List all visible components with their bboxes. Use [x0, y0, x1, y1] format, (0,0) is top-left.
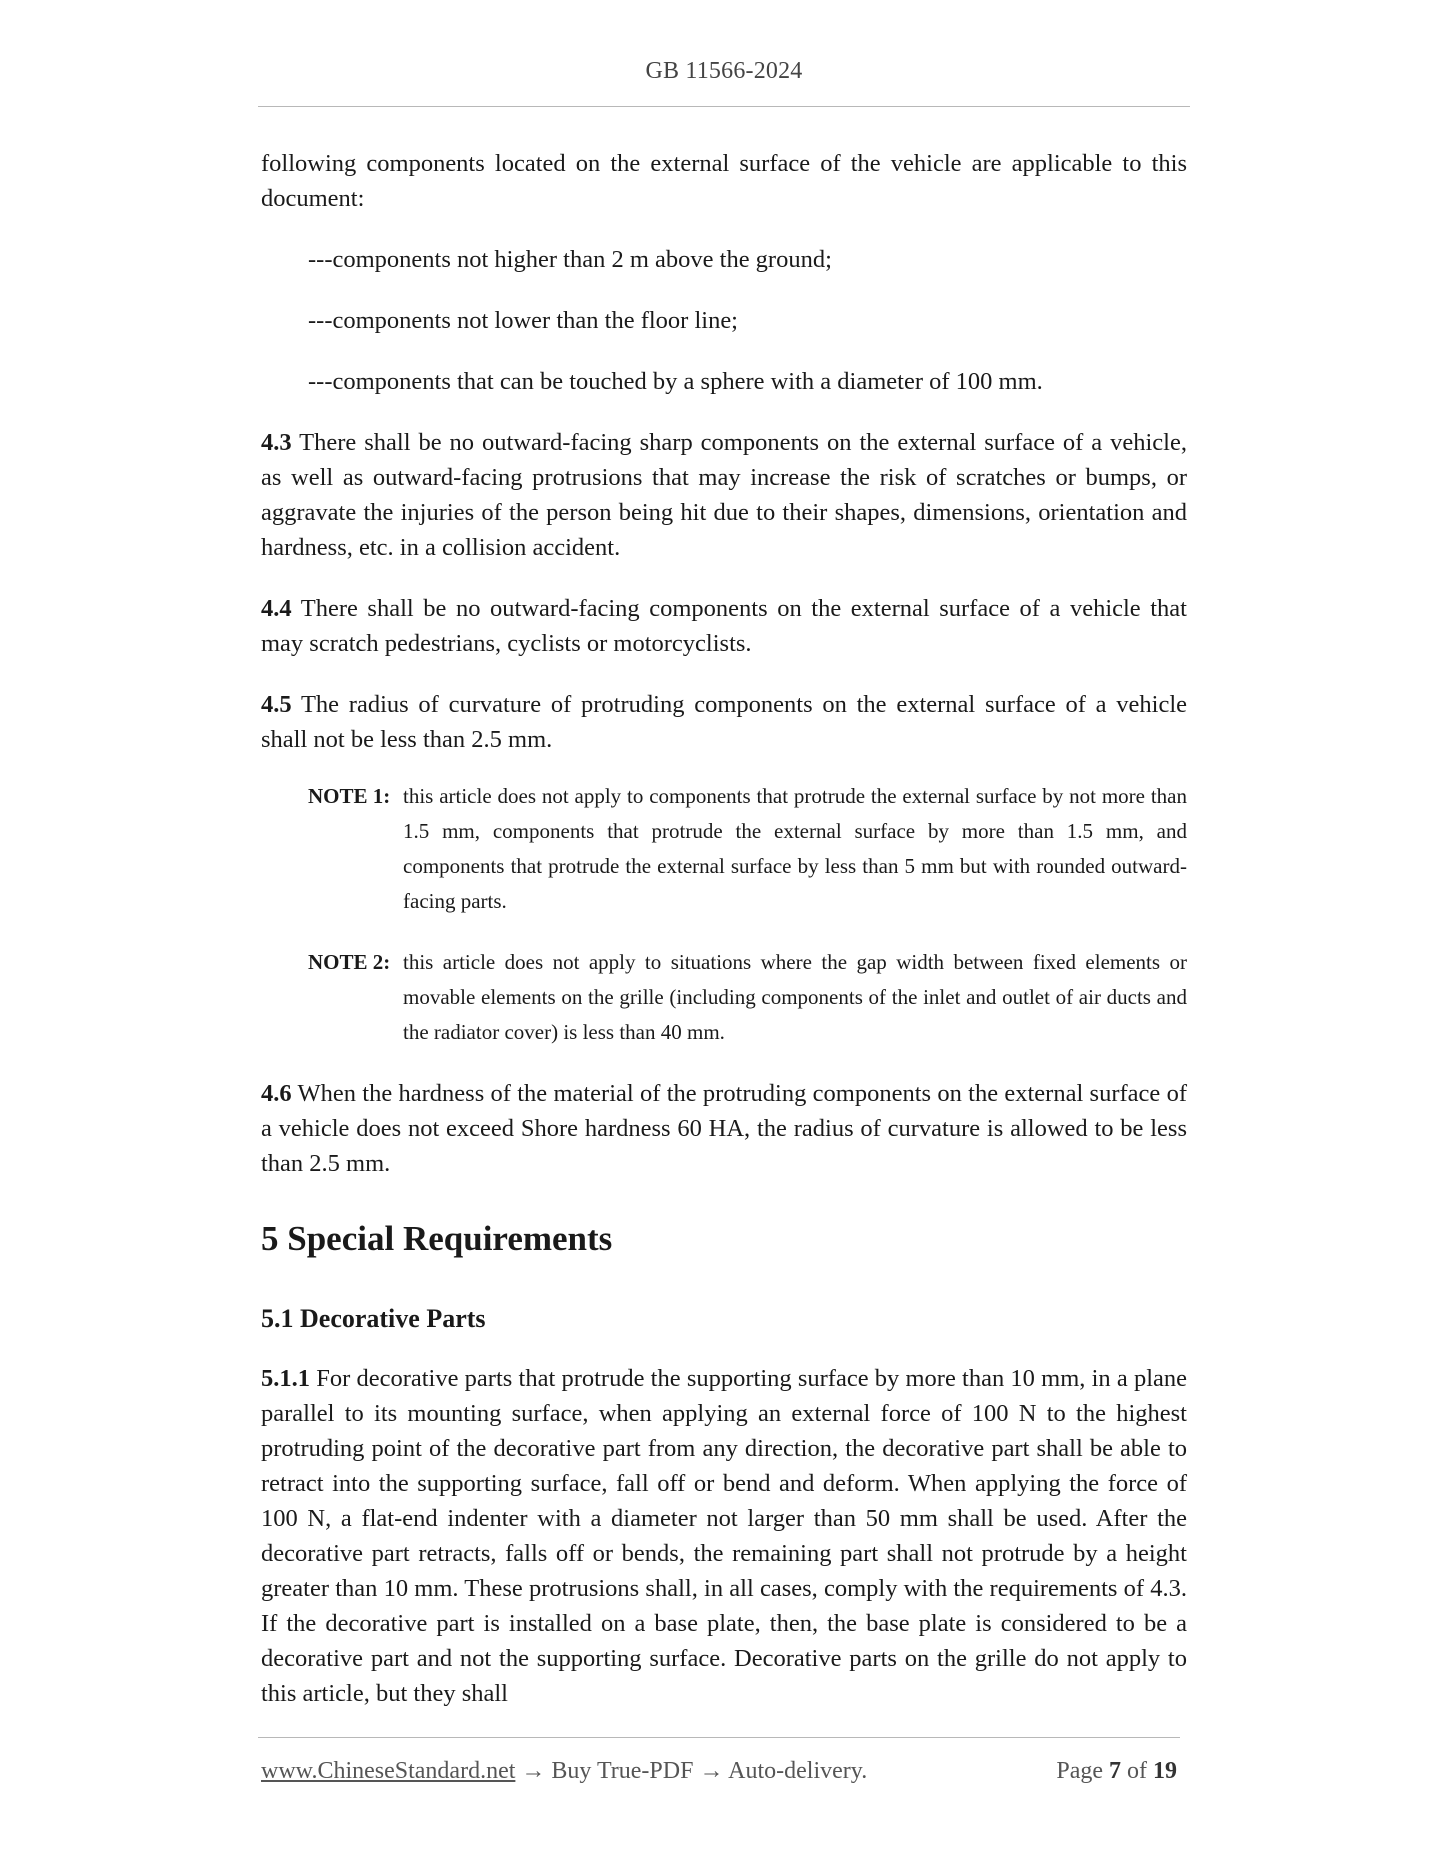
- page-number: 7: [1109, 1758, 1121, 1784]
- clause-4-6: [261, 1076, 1187, 1181]
- clause-number: 5.1.1: [261, 1365, 310, 1392]
- note-text: this article does not apply to situations where the gap width between fixed elements or movable elements on the grille (including components of the inlet and outlet of air ducts and the radiator cover) is less than 40 mm.: [403, 950, 1187, 1044]
- page-total: 19: [1153, 1758, 1177, 1784]
- list-item: ---components not lower than the floor line;: [308, 307, 738, 334]
- website-link[interactable]: www.ChineseStandard.net: [261, 1758, 516, 1784]
- arrow-right-icon: →: [699, 1758, 724, 1784]
- section-heading: 5 Special Requirements: [261, 1219, 613, 1258]
- clause-4-3: [261, 425, 1187, 565]
- note-label: NOTE 1:: [308, 784, 391, 808]
- delivery-text: Auto-delivery.: [728, 1758, 868, 1784]
- clause-text: There shall be no outward-facing sharp components on the external surface of a vehicle, as well as outward-facing protrusions that may increase the risk of scratches or bumps, or aggravate the injuries of the person being hit due to their shapes, dimensions, orientation and hardness, etc. in a collision accident.: [261, 429, 1187, 561]
- arrow-right-icon: →: [521, 1758, 546, 1784]
- list-item: ---components that can be touched by a sphere with a diameter of 100 mm.: [308, 368, 1043, 395]
- page-header: GB 11566-2024: [645, 58, 803, 84]
- subsection-heading: 5.1 Decorative Parts: [261, 1304, 486, 1333]
- list-item: ---components not higher than 2 m above the ground;: [308, 246, 832, 273]
- page-indicator: [1056, 1758, 1177, 1785]
- clause-5-1-1: [261, 1361, 1187, 1711]
- clause-text: There shall be no outward-facing components on the external surface of a vehicle that may scratch pedestrians, cyclists or motorcyclists.: [261, 595, 1187, 657]
- clause-4-4: [261, 591, 1187, 661]
- note-2: [308, 945, 1187, 1050]
- clause-text: The radius of curvature of protruding components on the external surface of a vehicle shall not be less than 2.5 mm.: [261, 691, 1187, 753]
- note-text: this article does not apply to components that protrude the external surface by not more than 1.5 mm, components that protrude the external surface by more than 1.5 mm, and components that protrude the external surface by less than 5 mm but with rounded outward-facing parts.: [403, 784, 1187, 913]
- clause-number: 4.4: [261, 595, 292, 622]
- clause-4-5: [261, 687, 1187, 757]
- clause-number: 4.5: [261, 691, 292, 718]
- header-divider: [258, 106, 1190, 107]
- page-label: Page: [1056, 1758, 1103, 1784]
- of-label: of: [1127, 1758, 1147, 1784]
- footer-left: [261, 1758, 867, 1785]
- note-1: [308, 779, 1187, 919]
- intro-paragraph: following components located on the external surface of the vehicle are applicable to this document:: [261, 150, 1187, 212]
- clause-text: When the hardness of the material of the protruding components on the external surface of a vehicle does not exceed Shore hardness 60 HA, the radius of curvature is allowed to be less than 2.5 mm.: [261, 1080, 1187, 1177]
- clause-number: 4.3: [261, 429, 292, 456]
- page-content: [261, 146, 1187, 1737]
- note-label: NOTE 2:: [308, 950, 391, 974]
- buy-text: Buy True-PDF: [551, 1758, 694, 1784]
- footer-divider: [258, 1737, 1180, 1738]
- clause-number: 4.6: [261, 1080, 292, 1107]
- clause-text: For decorative parts that protrude the supporting surface by more than 10 mm, in a plane parallel to its mounting surface, when applying an external force of 100 N to the highest protruding point of the decorative part from any direction, the decorative part shall be able to retract into the supporting surface, fall off or bend and deform. When applying the force of 100 N, a flat-end indenter with a diameter not larger than 50 mm shall be used. After the decorative part retracts, falls off or bends, the remaining part shall not protrude by a height greater than 10 mm. These protrusions shall, in all cases, comply with the requirements of 4.3. If the decorative part is installed on a base plate, then, the base plate is considered to be a decorative part and not the supporting surface. Decorative parts on the grille do not apply to this article, but they shall: [261, 1365, 1187, 1707]
